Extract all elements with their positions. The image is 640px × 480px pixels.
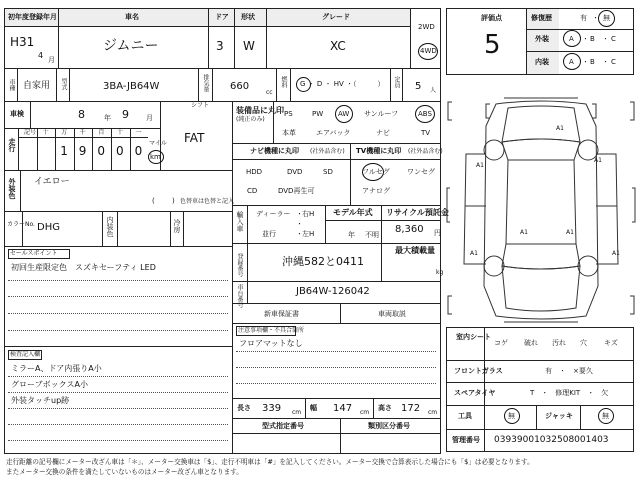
inspection-year-unit: 年 bbox=[104, 114, 111, 122]
jack-value: 無 bbox=[602, 412, 609, 420]
diagram-mark-4: A1 bbox=[520, 229, 528, 236]
sales-point-text: 初回生産限定色 スズキセーフティ LED bbox=[11, 263, 156, 272]
equip-leather: 本革 bbox=[282, 129, 296, 137]
capacity-value: 5 bbox=[415, 81, 422, 92]
footer-line-2: またメーター交換の条件を満たしていないものはメーター改ざん車となります。 bbox=[6, 468, 243, 476]
notes-text: フロアマットなし bbox=[239, 339, 303, 348]
interior-color-label: 内装色 bbox=[106, 216, 114, 237]
height-label: 高さ bbox=[378, 404, 392, 412]
inspection-month-unit: 月 bbox=[146, 114, 153, 122]
odo-header-6: 一 bbox=[135, 129, 142, 136]
equip-aw: AW bbox=[338, 110, 350, 118]
interior-sheet-item-3: 穴 bbox=[580, 339, 587, 347]
car-name-label: 車名 bbox=[125, 13, 139, 21]
chassis-label: 車台番号 bbox=[236, 284, 243, 308]
odo-divider-6 bbox=[130, 128, 131, 170]
shift-value: FAT bbox=[184, 131, 205, 145]
navi-dvd-playback: DVD再生可 bbox=[278, 187, 315, 195]
warranty-manual: 車両取説 bbox=[378, 310, 406, 318]
interior-grade-b: B bbox=[590, 58, 595, 66]
import-dot-2: ・ bbox=[296, 220, 303, 228]
repair-dot: ・ bbox=[592, 14, 599, 22]
exterior-sep-2: ・ bbox=[602, 35, 609, 43]
equip-airbag: エアバック bbox=[316, 129, 351, 137]
import-label: 輸入車 bbox=[236, 211, 244, 232]
max-load-label: 最大積載量 bbox=[395, 246, 435, 255]
odo-header-1: 十 bbox=[42, 129, 49, 136]
inspection-label: 車検 bbox=[10, 110, 24, 118]
jack-label: ジャッキ bbox=[545, 412, 573, 420]
interior-sep-1: ・ bbox=[582, 58, 589, 66]
interior-sheet-item-4: キズ bbox=[604, 339, 618, 347]
usage-label: 車種 bbox=[8, 79, 15, 91]
length-value: 339 bbox=[262, 403, 282, 414]
diagram-left-doors bbox=[464, 154, 486, 264]
car-name: ジムニー bbox=[103, 38, 159, 54]
interior-sheet-item-0: コゲ bbox=[494, 339, 508, 347]
diagram-body-outline bbox=[484, 101, 598, 319]
navi-subtitle: (社外品含む) bbox=[310, 148, 345, 155]
mile-unit: マイル bbox=[149, 140, 167, 147]
grade-label: グレード bbox=[322, 13, 350, 21]
capacity-label: 定員 bbox=[393, 76, 400, 88]
diagram-wheel-rl bbox=[484, 256, 504, 276]
exterior-paren-close: ) bbox=[172, 197, 175, 205]
odo-divider-1 bbox=[37, 128, 38, 170]
shift-label: シフト bbox=[191, 102, 210, 109]
model-year-unknown: 不明 bbox=[365, 231, 379, 239]
odo-digit-5: 0 bbox=[134, 144, 143, 158]
odo-digit-3: 0 bbox=[97, 144, 106, 158]
odo-header-2: 万 bbox=[61, 129, 68, 136]
repair-label: 修復歴 bbox=[531, 14, 552, 22]
odo-digit-4: 0 bbox=[116, 144, 124, 158]
footer-line-1: 走行距離の記号欄にメーター改ざん車は「＊」、メーター交換車は「$」、走行不明車は「#」を記入してください。メーター交換で合算表示した場合にも「$」は必要となります。 bbox=[6, 458, 534, 466]
management-number: 03939001032508001403 bbox=[494, 435, 609, 445]
diagram-mark-7: A1 bbox=[612, 250, 620, 257]
diagram-mark-3: A1 bbox=[594, 157, 602, 164]
diagram-wheel-fl bbox=[484, 140, 504, 160]
odo-header-0: 記号 bbox=[24, 129, 37, 136]
recycle-unit: 円 bbox=[434, 229, 441, 237]
spare-tire-label: スペアタイヤ bbox=[454, 389, 496, 397]
navi-title: ナビ機種に丸印 bbox=[250, 147, 299, 155]
navi-sd: SD bbox=[323, 168, 333, 176]
diagram-right-doors bbox=[596, 154, 618, 264]
tools-label: 工具 bbox=[458, 412, 472, 420]
registration-number: 沖縄582と0411 bbox=[282, 255, 364, 268]
import-right: 右H bbox=[302, 210, 315, 218]
color-no-label: カラーNo. bbox=[7, 221, 35, 228]
import-left: 左H bbox=[302, 230, 315, 238]
import-parallel: 並行 bbox=[262, 230, 276, 238]
odo-header-4: 百 bbox=[98, 129, 105, 136]
diagram-rear-glass bbox=[502, 244, 580, 269]
exterior-grade-label: 外装 bbox=[535, 35, 549, 43]
sales-point-label: セールスポイント bbox=[10, 250, 58, 257]
inspection-year: 8 bbox=[78, 108, 85, 121]
odo-header-5: 十 bbox=[117, 129, 124, 136]
tv-fullseg: フルセグ bbox=[362, 168, 390, 176]
inspector-line-2: グローブボックスA小 bbox=[11, 380, 88, 389]
score-label: 評価点 bbox=[481, 14, 502, 22]
diagram-hood bbox=[502, 106, 580, 142]
exterior-color: イエロー bbox=[34, 177, 70, 187]
car-damage-diagram bbox=[446, 96, 636, 324]
height-value: 172 bbox=[401, 403, 421, 414]
exterior-paren-open: ( bbox=[152, 197, 155, 205]
odo-digit-2: 9 bbox=[78, 144, 87, 158]
first-reg-month-unit: 月 bbox=[48, 56, 55, 64]
tv-subtitle: (社外品含む) bbox=[408, 148, 443, 155]
model-year-unit: 年 bbox=[348, 231, 355, 239]
interior-sheet-item-2: 汚れ bbox=[552, 339, 566, 347]
equip-navi: ナビ bbox=[376, 129, 390, 137]
diagram-trunk bbox=[502, 266, 580, 311]
cooler-label: 冷房 bbox=[173, 219, 181, 233]
repair-no: 無 bbox=[603, 14, 610, 22]
length-label: 長さ bbox=[237, 404, 251, 412]
front-glass-label: フロントガラス bbox=[454, 367, 503, 375]
exterior-sep-1: ・ bbox=[582, 35, 589, 43]
class-spec-label: 類別区分番号 bbox=[368, 422, 410, 430]
diagram-mark-2: A1 bbox=[476, 162, 484, 169]
spare-tire-options: T ・ 修理KIT ・ 欠 bbox=[530, 389, 609, 397]
fuel-label: 燃料 bbox=[280, 76, 287, 88]
door-label: ドア bbox=[215, 13, 229, 21]
cc-unit: cc bbox=[266, 89, 273, 96]
score-value: 5 bbox=[484, 30, 501, 60]
model-label: 型式 bbox=[60, 78, 67, 90]
odo-divider-4 bbox=[92, 128, 93, 170]
interior-sep-2: ・ bbox=[602, 58, 609, 66]
equip-pw: PW bbox=[312, 110, 324, 118]
exterior-note: 色替車は色替と記入 bbox=[180, 198, 235, 205]
navi-cd: CD bbox=[247, 187, 258, 195]
navi-hdd: HDD bbox=[246, 168, 263, 176]
color-no-value: DHG bbox=[37, 222, 60, 233]
inspection-month: 9 bbox=[122, 108, 129, 121]
front-glass-options: 有 ・ ×要久 bbox=[545, 367, 593, 375]
door-count: 3 bbox=[216, 39, 224, 53]
equipment-title: 装備品に丸印 bbox=[236, 106, 284, 115]
mileage-label: 走行 bbox=[8, 138, 16, 152]
navi-dvd: DVD bbox=[287, 168, 303, 176]
equip-abs: ABS bbox=[418, 110, 432, 118]
equip-tv: TV bbox=[421, 129, 431, 137]
chassis-number: JB64W-126042 bbox=[296, 286, 370, 297]
import-dot-1: ・ bbox=[296, 210, 303, 218]
diagram-windshield bbox=[502, 139, 580, 160]
odo-digit-1: 1 bbox=[60, 144, 68, 158]
diagram-mark-5: A1 bbox=[566, 229, 574, 236]
import-dealer: ディーラー bbox=[256, 210, 291, 218]
inspector-label: 検査記入欄 bbox=[10, 351, 41, 358]
height-unit: cm bbox=[428, 409, 438, 416]
model-value: 3BA-JB64W bbox=[103, 81, 160, 92]
first-reg-month: 4 bbox=[38, 51, 44, 60]
km-unit: km bbox=[150, 153, 161, 161]
registration-label: 登録番号 bbox=[236, 253, 243, 277]
notes-label: 注意事項欄・不具合箇所 bbox=[238, 327, 305, 334]
width-unit: cm bbox=[360, 409, 370, 416]
capacity-unit: 人 bbox=[430, 87, 437, 94]
recycle-amount: 8,360 bbox=[395, 224, 424, 235]
interior-sheet-label: 室内シート bbox=[456, 333, 491, 341]
fuel-options: G ・ D ・ HV ・（ ） bbox=[300, 80, 385, 88]
tv-oneseg: ワンセグ bbox=[407, 168, 435, 176]
width-label: 幅 bbox=[310, 404, 317, 412]
usage-value: 自家用 bbox=[23, 81, 51, 91]
management-label: 管理番号 bbox=[452, 436, 480, 444]
width-value: 147 bbox=[333, 403, 353, 414]
repair-yes: 有 bbox=[580, 14, 587, 22]
grade-value: XC bbox=[330, 39, 346, 53]
exterior-grade-c: C bbox=[611, 35, 616, 43]
model-year-label: モデル年式 bbox=[333, 208, 373, 217]
shape-label: 形状 bbox=[241, 13, 255, 21]
tv-title: TV機種に丸印 bbox=[356, 147, 402, 155]
equipment-subtitle: (純正のみ) bbox=[236, 116, 265, 123]
odo-divider-2 bbox=[55, 128, 56, 170]
odo-divider-3 bbox=[74, 128, 75, 170]
tv-analog: アナログ bbox=[362, 187, 390, 195]
interior-grade-label: 内装 bbox=[535, 58, 549, 66]
length-unit: cm bbox=[292, 409, 302, 416]
inspector-line-3: 外装タッチup跡 bbox=[11, 396, 70, 405]
tools-value: 無 bbox=[508, 412, 515, 420]
diagram-wheel-rr bbox=[578, 256, 598, 276]
exterior-grade-a: A bbox=[569, 35, 574, 43]
exterior-label: 外装色 bbox=[8, 178, 16, 199]
first-reg-year: H31 bbox=[10, 35, 35, 49]
displacement-value: 660 bbox=[230, 81, 250, 92]
equip-ps: PS bbox=[284, 110, 293, 118]
warranty-new-car: 新車保証書 bbox=[264, 310, 299, 318]
inspector-line-1: ミラーA、ドア内張りA小 bbox=[11, 364, 102, 373]
first-reg-label: 初年度登録年月 bbox=[8, 13, 57, 21]
drive-4wd: 4WD bbox=[420, 47, 437, 55]
displacement-label: 排気量 bbox=[202, 74, 209, 92]
shape-value: W bbox=[243, 39, 255, 53]
odo-divider-5 bbox=[111, 128, 112, 170]
recycle-label: リサイクル預託金 bbox=[386, 208, 449, 217]
diagram-mark-6: A1 bbox=[470, 250, 478, 257]
interior-sheet-item-1: 破れ bbox=[524, 339, 538, 347]
interior-grade-c: C bbox=[611, 58, 616, 66]
drive-2wd: 2WD bbox=[418, 23, 435, 31]
interior-grade-a: A bbox=[569, 58, 574, 66]
exterior-grade-b: B bbox=[590, 35, 595, 43]
type-spec-label: 型式指定番号 bbox=[262, 422, 304, 430]
odo-header-3: 千 bbox=[79, 129, 86, 136]
import-dot-3: ・ bbox=[296, 230, 303, 238]
equip-sunroof: サンルーフ bbox=[364, 110, 399, 118]
max-load-unit: kg bbox=[436, 269, 444, 276]
diagram-mark-1: A1 bbox=[556, 125, 564, 132]
